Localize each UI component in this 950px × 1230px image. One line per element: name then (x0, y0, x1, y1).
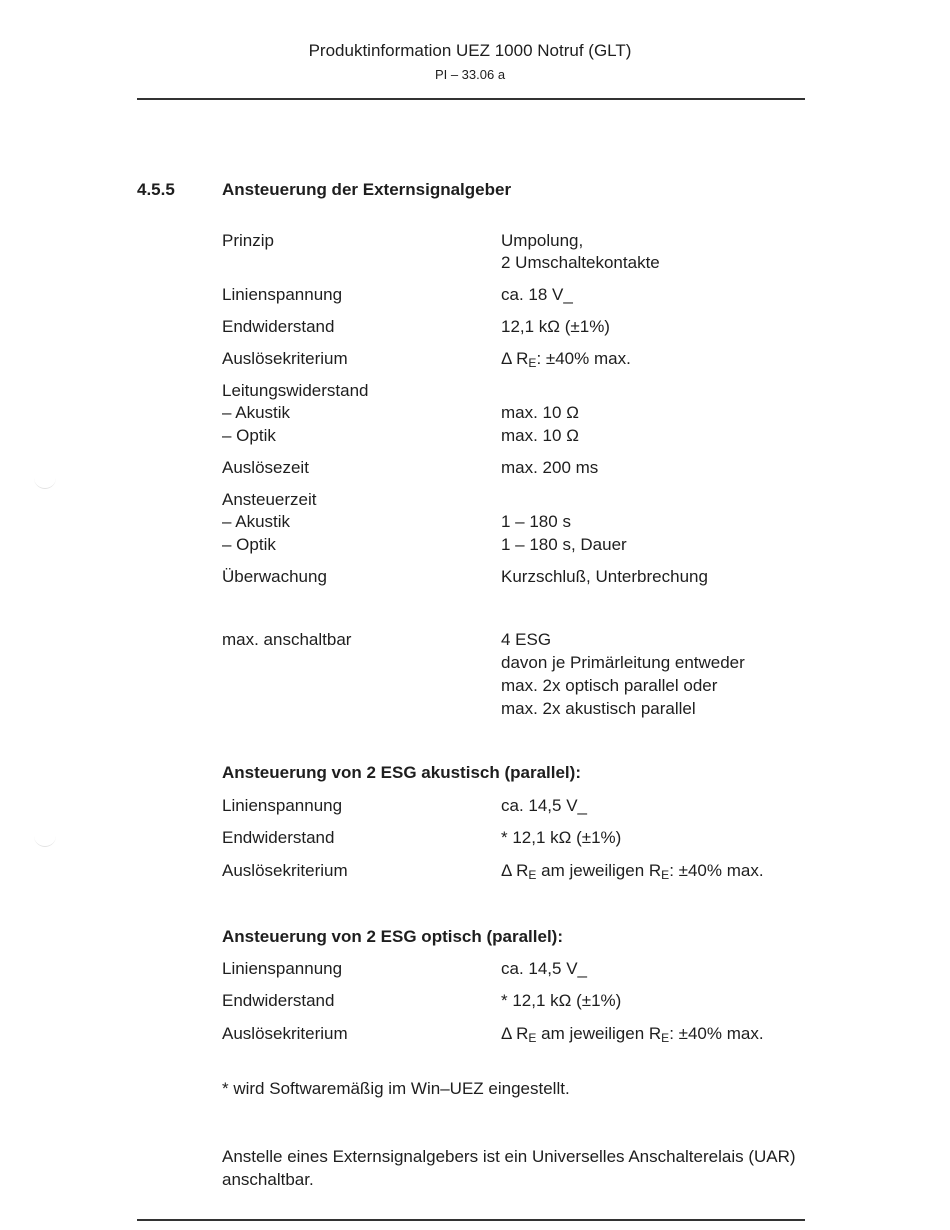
ausloesezeit-label: Auslösezeit (222, 458, 309, 477)
anschaltbar-label: max. anschaltbar (222, 630, 352, 649)
ausloesezeit-value: max. 200 ms (501, 458, 599, 477)
optisch-ausloese-value: Δ RE am jeweiligen RE: ±40% max. (501, 1024, 764, 1045)
anschaltbar-value-line2: davon je Primärleitung entweder (501, 653, 745, 672)
prinzip-value-line2: 2 Umschaltekontakte (501, 253, 660, 272)
optisch-heading: Ansteuerung von 2 ESG optisch (parallel): (222, 927, 563, 946)
endwiderstand-value: 12,1 kΩ (±1%) (501, 317, 610, 336)
punch-hole-mark (34, 834, 56, 847)
akustisch-ausloese-value: Δ RE am jeweiligen RE: ±40% max. (501, 861, 764, 882)
optisch-endwiderstand-label: Endwiderstand (222, 991, 335, 1010)
ausloesekriterium-value: Δ RE: ±40% max. (501, 349, 631, 370)
anschaltbar-value-line4: max. 2x akustisch parallel (501, 699, 696, 718)
ansteuerzeit-label: Ansteuerzeit (222, 490, 317, 509)
ansteuerzeit-optik-value: 1 – 180 s, Dauer (501, 535, 627, 554)
footnote: * wird Softwaremäßig im Win–UEZ eingestellt. (222, 1079, 570, 1098)
ueberwachung-value: Kurzschluß, Unterbrechung (501, 567, 708, 586)
header-divider (137, 98, 805, 100)
akustisch-heading: Ansteuerung von 2 ESG akustisch (parallel): (222, 763, 581, 782)
document-number: PI – 33.06 a (434, 67, 506, 82)
akustisch-linienspannung-label: Linienspannung (222, 796, 343, 815)
ueberwachung-label: Überwachung (222, 567, 327, 586)
optisch-linienspannung-label: Linienspannung (222, 959, 343, 978)
section-number: 4.5.5 (137, 180, 175, 199)
section-title: Ansteuerung der Externsignalgeber (222, 180, 512, 199)
linienspannung-label: Linienspannung (222, 285, 343, 304)
prinzip-label: Prinzip (222, 231, 274, 250)
closing-paragraph: Anstelle eines Externsignalgebers ist ein Universelles Anschalterelais (UAR) anschaltbar. (222, 1147, 796, 1189)
punch-hole-mark (34, 476, 56, 489)
document-title: Produktinformation UEZ 1000 Notruf (GLT) (308, 41, 632, 60)
leitungswiderstand-akustik-label: – Akustik (222, 403, 291, 422)
linienspannung-value: ca. 18 V_ (501, 285, 573, 304)
akustisch-ausloese-label: Auslösekriterium (222, 861, 348, 880)
prinzip-value-line1: Umpolung, (501, 231, 584, 250)
ausloesekriterium-label: Auslösekriterium (222, 349, 348, 368)
leitungswiderstand-optik-value: max. 10 Ω (501, 426, 579, 445)
ansteuerzeit-akustik-value: 1 – 180 s (501, 512, 571, 531)
footer-divider (137, 1219, 805, 1221)
optisch-endwiderstand-value: * 12,1 kΩ (±1%) (501, 991, 622, 1010)
leitungswiderstand-akustik-value: max. 10 Ω (501, 403, 579, 422)
anschaltbar-value-line3: max. 2x optisch parallel oder (501, 676, 718, 695)
optisch-linienspannung-value: ca. 14,5 V_ (501, 959, 588, 978)
ansteuerzeit-optik-label: – Optik (222, 535, 276, 554)
akustisch-endwiderstand-label: Endwiderstand (222, 828, 335, 847)
optisch-ausloese-label: Auslösekriterium (222, 1024, 348, 1043)
ansteuerzeit-akustik-label: – Akustik (222, 512, 291, 531)
endwiderstand-label: Endwiderstand (222, 317, 335, 336)
akustisch-endwiderstand-value: * 12,1 kΩ (±1%) (501, 828, 622, 847)
leitungswiderstand-optik-label: – Optik (222, 426, 276, 445)
anschaltbar-value-line1: 4 ESG (501, 630, 552, 649)
akustisch-linienspannung-value: ca. 14,5 V_ (501, 796, 588, 815)
leitungswiderstand-label: Leitungswiderstand (222, 381, 369, 400)
